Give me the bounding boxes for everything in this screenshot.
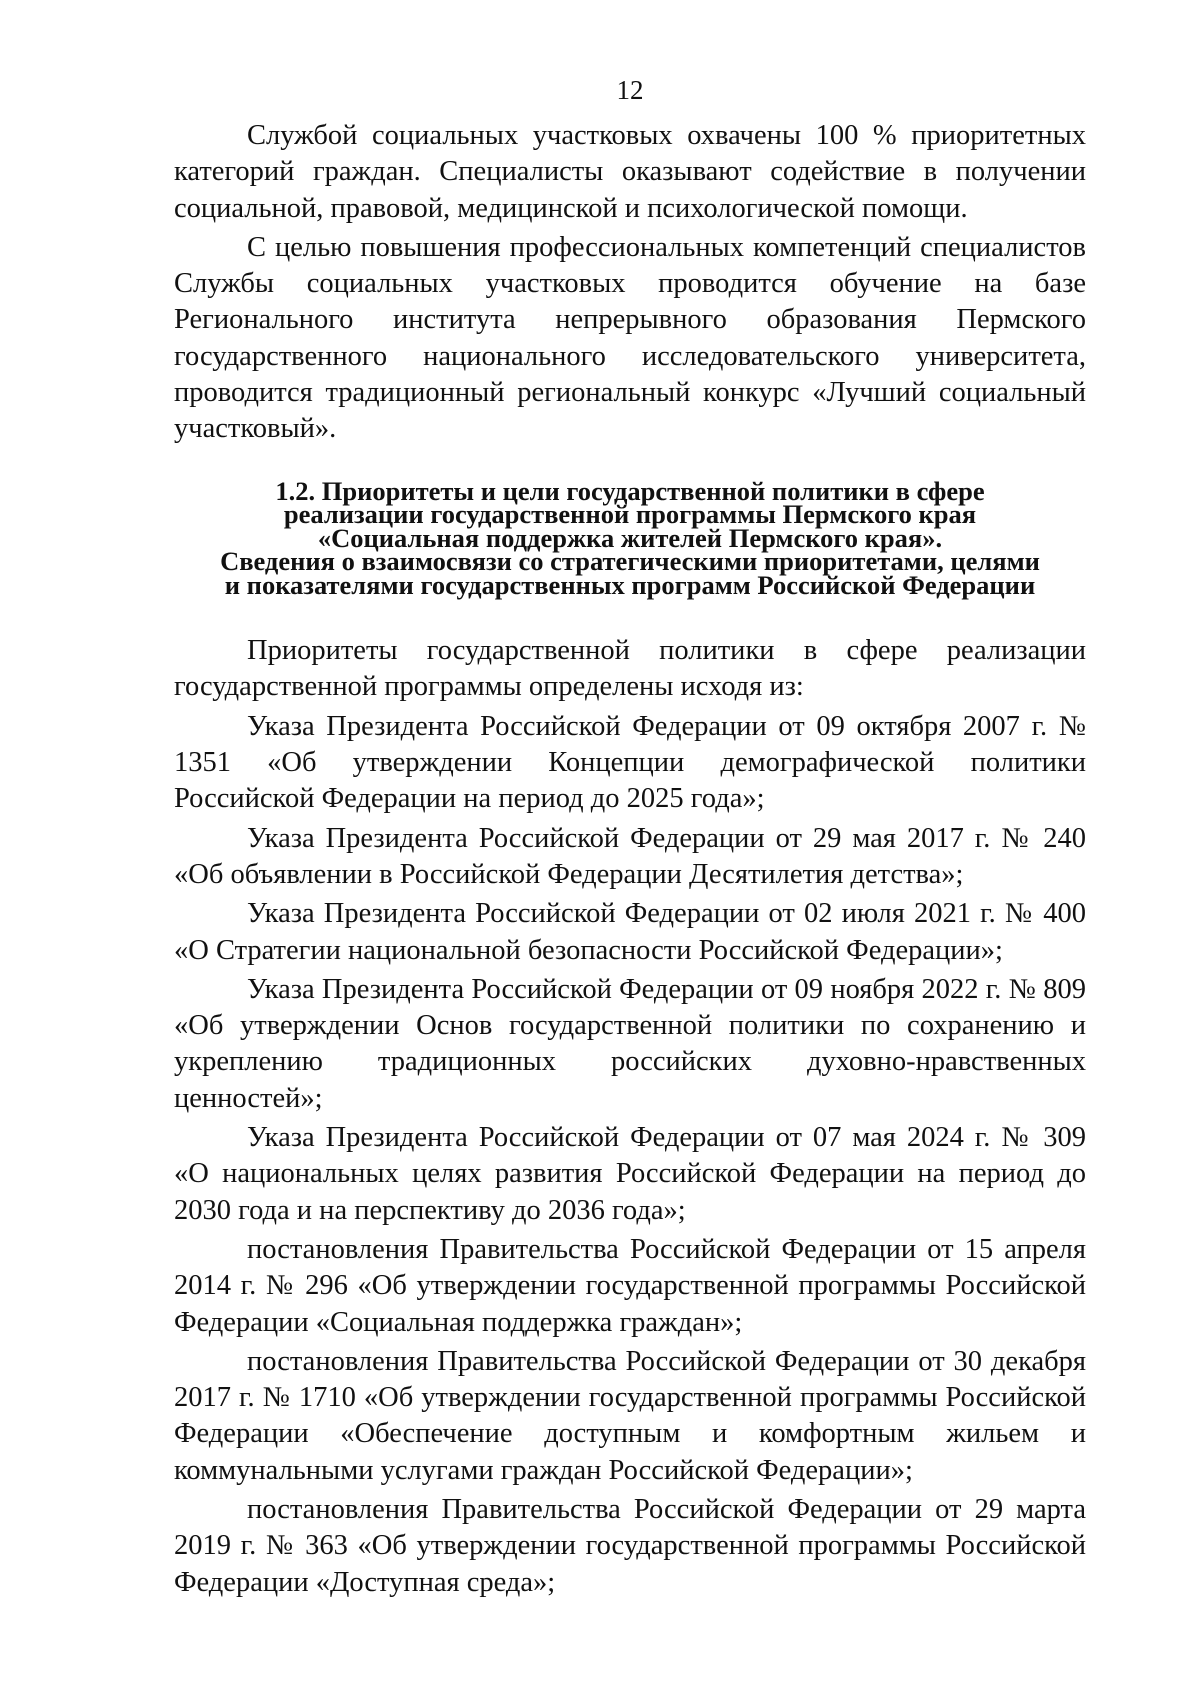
paragraph: С целью повышения профессиональных компетенций специалистов Службы социальных участковых проводится обучение на базе Регионального института непрерывного образования Пермского государственного национального исследовательского университета, проводится традиционный региональный конкурс «Лучший социальный участковый». <box>174 231 1086 445</box>
paragraph: Указа Президента Российской Федерации от 02 июля 2021 г. № 400 «О Стратегии национальной безопасности Российской Федерации»; <box>174 898 1086 966</box>
page-number: 12 <box>616 75 644 105</box>
paragraph: Службой социальных участковых охвачены 100 % приоритетных категорий граждан. Специалисты оказывают содействие в получении социальной, правовой, медицинской и психологической помощи. <box>174 120 1086 224</box>
paragraph: Приоритеты государственной политики в сфере реализации государственной программы определены исходя из: <box>174 635 1086 703</box>
section-heading-line: реализации государственной программы Пермского края <box>283 499 977 530</box>
section-heading-line: Сведения о взаимосвязи со стратегическими приоритетами, целями <box>220 546 1040 577</box>
section-heading-line: «Социальная поддержка жителей Пермского края». <box>317 522 943 553</box>
paragraph: постановления Правительства Российской Федерации от 29 марта 2019 г. № 363 «Об утверждении государственной программы Российской Федерации «Доступная среда»; <box>174 1494 1086 1598</box>
paragraph: Указа Президента Российской Федерации от 07 мая 2024 г. № 309 «О национальных целях развития Российской Федерации на период до 2030 года и на перспективу до 2036 года»; <box>174 1122 1086 1226</box>
page-content <box>174 118 1086 1604</box>
section-heading <box>174 475 1086 600</box>
section-heading-line: 1.2. Приоритеты и цели государственной политики в сфере <box>275 475 985 506</box>
paragraph: постановления Правительства Российской Федерации от 30 декабря 2017 г. № 1710 «Об утверждении государственной программы Российской Федерации «Обеспечение доступным и комфортным жильем и коммунальными услугами граждан Российской Федерации»; <box>174 1345 1086 1486</box>
paragraph: Указа Президента Российской Федерации от 09 ноября 2022 г. № 809 «Об утверждении Основ государственной политики по сохранению и укреплению традиционных российских духовно-нравственных ценностей»; <box>174 973 1086 1114</box>
paragraph: Указа Президента Российской Федерации от 29 мая 2017 г. № 240 «Об объявлении в Российской Федерации Десятилетия детства»; <box>174 822 1086 890</box>
paragraph: постановления Правительства Российской Федерации от 15 апреля 2014 г. № 296 «Об утверждении государственной программы Российской Федерации «Социальная поддержка граждан»; <box>174 1233 1086 1338</box>
section-heading-line: и показателями государственных программ Российской Федерации <box>224 569 1036 600</box>
paragraph: Указа Президента Российской Федерации от 09 октября 2007 г. № 1351 «Об утверждении Концепции демографической политики Российской Федерации на период до 2025 года»; <box>174 710 1086 815</box>
